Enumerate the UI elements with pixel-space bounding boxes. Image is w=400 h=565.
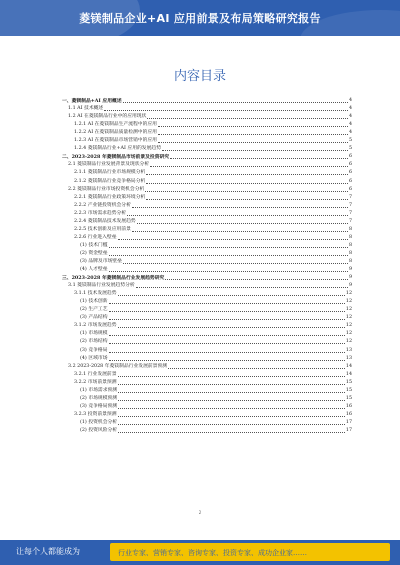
- toc-entry-page: 7: [348, 218, 352, 224]
- toc-leader-dots: [104, 109, 348, 111]
- toc-entry-text: 1.2.2 AI 在菱镁制品质量检测中的应用: [74, 130, 157, 136]
- toc-entry-text: 3.2 2023-2028 年菱镁制品行业发展前景预测: [68, 363, 168, 369]
- toc-leader-dots: [132, 230, 348, 232]
- toc-leader-dots: [145, 190, 348, 192]
- toc-leader-dots: [165, 278, 348, 280]
- toc-entry-page: 8: [348, 250, 352, 256]
- toc-entry-page: 14: [345, 363, 352, 369]
- toc-entry[interactable]: [62, 161, 352, 169]
- toc-entry-text: (1) 市场需求预测: [80, 387, 118, 393]
- toc-entry-text: 3.2.3 投资前景预测: [74, 411, 117, 417]
- toc-leader-dots: [132, 206, 348, 208]
- toc-entry-text: (1) 市场规模: [80, 331, 108, 337]
- toc-leader-dots: [158, 141, 348, 143]
- toc-entry[interactable]: [62, 105, 352, 113]
- toc-entry[interactable]: [62, 113, 352, 121]
- toc-leader-dots: [109, 359, 345, 361]
- toc-entry[interactable]: [62, 419, 352, 427]
- toc-entry-page: 5: [348, 146, 352, 152]
- toc-leader-dots: [146, 173, 348, 175]
- toc-entry-page: 12: [345, 331, 352, 337]
- toc-entry[interactable]: [62, 403, 352, 411]
- toc-leader-dots: [158, 125, 348, 127]
- toc-entry-page: 17: [345, 419, 352, 425]
- toc-leader-dots: [118, 431, 345, 433]
- toc-entry-text: 3.1 菱镁制品行业发展趋势分析: [68, 283, 135, 289]
- toc-entry-page: 12: [345, 339, 352, 345]
- toc-entry-text: 2.2.2 产业链投资机会分析: [74, 202, 131, 208]
- toc-leader-dots: [137, 222, 348, 224]
- toc-entry[interactable]: [62, 97, 352, 105]
- toc-entry-page: 16: [345, 411, 352, 417]
- toc-entry[interactable]: [62, 169, 352, 177]
- toc-entry[interactable]: [62, 411, 352, 419]
- toc-leader-dots: [118, 415, 345, 417]
- toc-leader-dots: [109, 302, 345, 304]
- toc-entry-text: (1) 投资机会分析: [80, 419, 118, 425]
- toc-entry-text: (2) 投资风险分析: [80, 427, 118, 433]
- toc-entry[interactable]: [62, 387, 352, 395]
- toc-entry-page: 7: [348, 194, 352, 200]
- toc-entry-page: 12: [345, 299, 352, 305]
- toc-entry-text: 2.2.4 菱镁制品技术发展趋势: [74, 218, 136, 224]
- toc-entry-text: 3.2.1 行业发展前景: [74, 371, 117, 377]
- toc-entry-text: (2) 生产工艺: [80, 307, 108, 313]
- toc-entry-page: 8: [348, 242, 352, 248]
- toc-leader-dots: [109, 318, 345, 320]
- toc-entry-page: 4: [348, 98, 352, 104]
- toc-entry-text: 二、2023-2028 年菱镁制品市场前景及投资研究: [62, 154, 170, 161]
- toc-entry-page: 16: [345, 403, 352, 409]
- toc-entry-text: (3) 竞争格局预测: [80, 403, 118, 409]
- footer-roles-text: 行业专家、营销专家、咨询专家、投资专家、成功企业家……: [118, 549, 307, 557]
- toc-entry[interactable]: [62, 194, 352, 202]
- toc-leader-dots: [146, 182, 348, 184]
- toc-entry-text: 2.2.6 行业进入壁垒: [74, 234, 117, 240]
- toc-entry[interactable]: [62, 395, 352, 403]
- toc-entry-page: 7: [348, 210, 352, 216]
- toc-entry[interactable]: [62, 322, 352, 330]
- toc-leader-dots: [109, 310, 345, 312]
- toc-leader-dots: [118, 326, 345, 328]
- toc-entry[interactable]: [62, 363, 352, 371]
- toc-entry[interactable]: [62, 427, 352, 435]
- toc-entry[interactable]: [62, 137, 352, 145]
- toc-entry-text: 2.2.3 市场需求趋势分析: [74, 210, 127, 216]
- toc-leader-dots: [118, 375, 345, 377]
- toc-entry-text: 1.2.4 菱镁制品行业+AI 应用的发展趋势: [74, 146, 161, 152]
- toc-entry[interactable]: [62, 346, 352, 354]
- toc-entry-page: 12: [345, 315, 352, 321]
- toc-entry[interactable]: [62, 177, 352, 185]
- toc-entry[interactable]: [62, 274, 352, 282]
- toc-entry[interactable]: [62, 371, 352, 379]
- toc-entry[interactable]: [62, 129, 352, 137]
- page-number: 2: [198, 510, 202, 515]
- footer-banner: [0, 540, 400, 565]
- toc-entry-text: (3) 品牌及市场壁垒: [80, 258, 122, 264]
- toc-entry-text: 一、菱镁制品+AI 应用概述: [62, 98, 122, 105]
- toc-entry-page: 13: [345, 355, 352, 361]
- toc-entry-text: (2) 市场结构: [80, 339, 108, 345]
- toc-entry[interactable]: [62, 121, 352, 129]
- report-header: [0, 0, 400, 36]
- toc-entry-page: 4: [348, 114, 352, 120]
- toc-entry-page: 6: [348, 154, 352, 160]
- toc-leader-dots: [109, 334, 345, 336]
- toc-entry-text: (3) 产品结构: [80, 315, 108, 321]
- toc-entry-text: (1) 技术创新: [80, 299, 108, 305]
- footer-roles-box: [110, 543, 390, 561]
- toc-entry[interactable]: [62, 298, 352, 306]
- toc-entry[interactable]: [62, 314, 352, 322]
- toc-entry[interactable]: [62, 290, 352, 298]
- toc-leader-dots: [118, 399, 345, 401]
- toc-leader-dots: [118, 391, 345, 393]
- toc-entry-page: 7: [348, 202, 352, 208]
- toc-entry[interactable]: [62, 355, 352, 363]
- toc-entry[interactable]: [62, 338, 352, 346]
- footer-lead-text: 让每个人都能成为: [16, 547, 80, 556]
- toc-entry-text: 2.2.1 菱镁制品行业政策环境分析: [74, 194, 146, 200]
- toc-entry[interactable]: [62, 145, 352, 153]
- toc-entry-page: 6: [348, 186, 352, 192]
- toc-entry[interactable]: [62, 266, 352, 274]
- toc-leader-dots: [109, 254, 348, 256]
- toc-entry-page: 6: [348, 162, 352, 168]
- toc-entry[interactable]: [62, 226, 352, 234]
- toc-leader-dots: [162, 149, 348, 151]
- toc-leader-dots: [170, 157, 348, 159]
- toc-entry-text: 三、2023-2028 年菱镁制品行业发展趋势研究: [62, 275, 165, 282]
- toc-entry-page: 15: [345, 379, 352, 385]
- toc-entry-text: 3.1.2 市场发展趋势: [74, 323, 117, 329]
- toc-entry[interactable]: [62, 242, 352, 250]
- toc-entry[interactable]: [62, 210, 352, 218]
- toc-entry[interactable]: [62, 250, 352, 258]
- toc-entry-text: 1.2.3 AI 在菱镁制品市场营销中的应用: [74, 138, 157, 144]
- toc-entry[interactable]: [62, 258, 352, 266]
- toc-entry-text: 1.2 AI 在菱镁制品行业中的应用现状: [68, 114, 147, 120]
- toc-entry-page: 8: [348, 226, 352, 232]
- toc-entry-text: (3) 竞争格局: [80, 347, 108, 353]
- toc-entry-text: (2) 市场规模预测: [80, 395, 118, 401]
- toc-entry[interactable]: [62, 306, 352, 314]
- toc-entry-page: 15: [345, 395, 352, 401]
- toc-entry[interactable]: [62, 202, 352, 210]
- toc-entry-text: (2) 资金壁垒: [80, 250, 108, 256]
- toc-leader-dots: [118, 238, 348, 240]
- toc-leader-dots: [123, 101, 348, 103]
- toc-leader-dots: [147, 117, 348, 119]
- toc-entry-page: 12: [345, 291, 352, 297]
- toc-leader-dots: [146, 198, 348, 200]
- toc-leader-dots: [118, 407, 345, 409]
- toc-entry[interactable]: [62, 186, 352, 194]
- toc-entry-page: 6: [348, 170, 352, 176]
- toc-entry-page: 9: [348, 283, 352, 289]
- toc-heading: 内容目录: [173, 69, 226, 84]
- toc-entry-page: 9: [348, 275, 352, 281]
- toc-entry[interactable]: [62, 153, 352, 161]
- toc-leader-dots: [123, 262, 348, 264]
- toc-entry-text: 1.1 AI 技术概述: [68, 106, 104, 112]
- toc-leader-dots: [118, 294, 345, 296]
- toc-entry-text: 2.1.2 菱镁制品行业竞争格局分析: [74, 178, 146, 184]
- toc-entry-page: 8: [348, 234, 352, 240]
- toc-leader-dots: [168, 367, 345, 369]
- report-title: 菱镁制品企业+AI 应用前景及布局策略研究报告: [79, 12, 321, 25]
- toc-entry-page: 15: [345, 387, 352, 393]
- toc-entry[interactable]: [62, 379, 352, 387]
- toc-leader-dots: [158, 133, 348, 135]
- toc-leader-dots: [150, 165, 348, 167]
- toc-leader-dots: [136, 286, 348, 288]
- toc-entry-page: 9: [348, 267, 352, 273]
- toc-leader-dots: [109, 246, 348, 248]
- toc-leader-dots: [109, 351, 345, 353]
- toc-entry[interactable]: [62, 218, 352, 226]
- table-of-contents: [62, 97, 352, 435]
- toc-leader-dots: [118, 383, 345, 385]
- toc-entry[interactable]: [62, 234, 352, 242]
- toc-entry-page: 5: [348, 138, 352, 144]
- toc-entry-text: 2.1.1 菱镁制品行业市场规模分析: [74, 170, 146, 176]
- toc-entry-text: (4) 区域市场: [80, 355, 108, 361]
- toc-entry-page: 4: [348, 122, 352, 128]
- toc-entry-text: 2.2 菱镁制品行业市场投资机会分析: [68, 186, 145, 192]
- toc-leader-dots: [109, 342, 345, 344]
- toc-entry-page: 4: [348, 130, 352, 136]
- toc-entry-text: (4) 人才壁垒: [80, 267, 108, 273]
- toc-entry[interactable]: [62, 330, 352, 338]
- toc-leader-dots: [109, 270, 348, 272]
- toc-entry-page: 17: [345, 427, 352, 433]
- toc-leader-dots: [127, 214, 348, 216]
- toc-entry-page: 12: [345, 307, 352, 313]
- toc-leader-dots: [118, 423, 345, 425]
- toc-entry-page: 13: [345, 347, 352, 353]
- toc-entry-text: (1) 技术门槛: [80, 242, 108, 248]
- toc-entry-text: 2.2.5 技术创新及应用前景: [74, 226, 131, 232]
- toc-entry-text: 3.1.1 技术发展趋势: [74, 291, 117, 297]
- toc-entry-text: 3.2.2 市场前景预测: [74, 379, 117, 385]
- toc-entry-text: 1.2.1 AI 在菱镁制品生产流程中的应用: [74, 122, 157, 128]
- toc-entry[interactable]: [62, 282, 352, 290]
- toc-entry-text: 2.1 菱镁制品行业发展背景及现状分析: [68, 162, 150, 168]
- toc-entry-page: 4: [348, 106, 352, 112]
- toc-entry-page: 8: [348, 258, 352, 264]
- toc-entry-page: 6: [348, 178, 352, 184]
- toc-entry-page: 14: [345, 371, 352, 377]
- toc-entry-page: 12: [345, 323, 352, 329]
